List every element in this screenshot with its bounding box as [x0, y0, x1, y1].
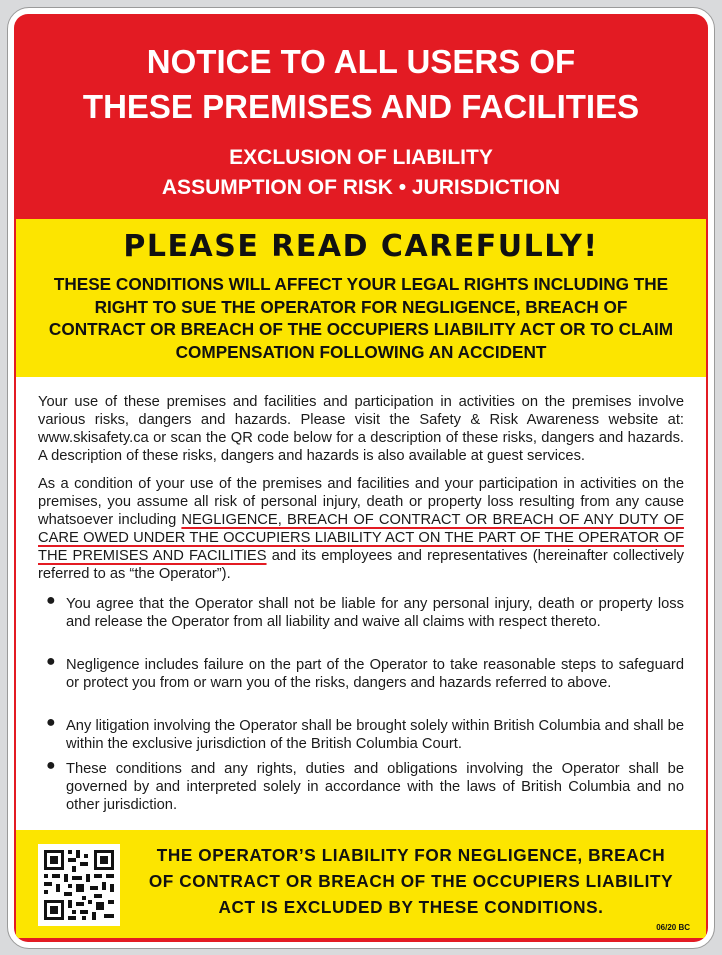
exclusion-line-2: OF CONTRACT OR BREACH OF THE OCCUPIERS LIABILITY — [148, 871, 674, 891]
bullet-icon: ● — [46, 714, 56, 731]
exclusion-panel — [16, 830, 706, 938]
qr-code-icon[interactable] — [38, 844, 120, 926]
subtitle-line-1: EXCLUSION OF LIABILITY — [229, 146, 493, 169]
conditions-warning: THESE CONDITIONS WILL AFFECT YOUR LEGAL RIGHTS INCLUDING THE RIGHT TO SUE THE OPERATOR FOR NEGLIGENCE, BREACH OF CONTRACT OR BREACH OF THE OCCUPIERS LIABILITY ACT OR TO CLAIM COMPENSATION FOLLOWING AN ACCIDENT — [48, 274, 674, 362]
exclusion-line-1: THE OPERATOR’S LIABILITY FOR NEGLIGENCE, BREACH — [156, 845, 666, 865]
bullet-governing-law: These conditions and any rights, duties and obligations involving the Operator shall be governed by and interpreted solely in accordance with the laws of British Columbia and no other jurisdiction. — [66, 761, 684, 813]
bullet-icon: ● — [46, 592, 56, 609]
title-line-1: NOTICE TO ALL USERS OF — [146, 43, 576, 80]
assumption-paragraph — [38, 475, 684, 583]
risk-paragraph: Your use of these premises and facilities and participation in activities on the premises involve various risks, dangers and hazards. Please visit the Safety & Risk Awareness website at: www.skisafety.ca or scan the QR code below for a description of these risks, dangers and hazards. A description of these risks, dangers and hazards is also available at guest services. — [38, 394, 684, 464]
notice-body — [16, 377, 706, 830]
title-line-2: THESE PREMISES AND FACILITIES — [82, 88, 640, 125]
subtitle-line-2: ASSUMPTION OF RISK • JURISDICTION — [161, 176, 561, 199]
bullet-negligence-definition: Negligence includes failure on the part of the Operator to take reasonable steps to safeguard or protect you from or warn you of the risks, dangers and hazards referred to above. — [66, 657, 684, 691]
bullet-release: You agree that the Operator shall not be liable for any personal injury, death or property loss and release the Operator from all liability and waive all claims with respect thereto. — [66, 596, 684, 630]
assumption-text-start: As a condition of your use of the premises and facilities and your participation in activities on the premises, you assume all risk of personal injury, death or property loss resulting from any cause whatsoever including — [38, 476, 684, 528]
assumption-text-end: and its employees and representatives (hereinafter collectively referred to as “the Operator”). — [38, 548, 684, 582]
bullet-icon: ● — [46, 653, 56, 670]
warning-panel — [16, 219, 706, 377]
exclusion-line-3: ACT IS EXCLUDED BY THESE CONDITIONS. — [218, 897, 604, 917]
bullet-icon: ● — [46, 757, 56, 774]
exclusion-statement — [126, 842, 696, 920]
liability-notice-sign — [14, 14, 708, 942]
negligence-clause: NEGLIGENCE, BREACH OF CONTRACT OR BREACH OF ANY DUTY OF CARE OWED UNDER THE OCCUPIERS LIABILITY ACT ON THE PART OF THE OPERATOR OF THE PREMISES AND FACILITIES — [38, 512, 685, 564]
bullet-litigation: Any litigation involving the Operator shall be brought solely within British Columbia and shall be within the exclusive jurisdiction of the British Columbia Court. — [66, 718, 684, 752]
sign-code: 06/20 BC — [656, 923, 690, 932]
please-read-heading: PLEASE READ CAREFULLY! — [123, 229, 599, 264]
